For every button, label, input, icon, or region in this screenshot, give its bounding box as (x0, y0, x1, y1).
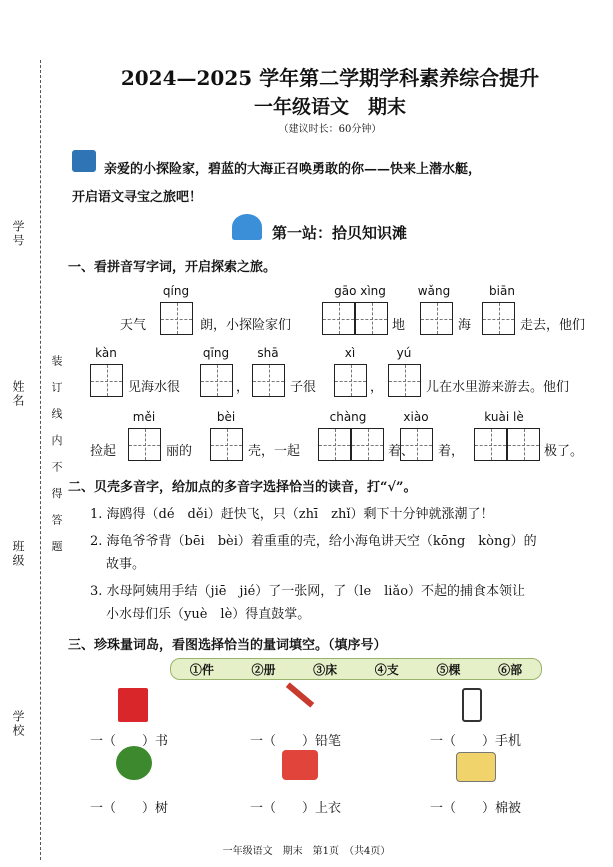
measure-item-shirt[interactable]: 一（ ）上衣 (250, 801, 342, 816)
class-label: 班级 (11, 540, 25, 568)
option: ⑤棵 (436, 662, 461, 677)
q2-item-2b: 故事。 (106, 557, 146, 572)
measure-item-phone[interactable]: 一（ ）手机 (430, 734, 522, 749)
text: 海 (458, 318, 472, 333)
option: ④支 (374, 662, 399, 677)
text: 着， (438, 444, 465, 459)
text: 天气 (120, 318, 147, 333)
answer-box[interactable] (420, 302, 453, 335)
wave-icon (72, 150, 96, 172)
pinyin: xiào (403, 410, 429, 424)
page-footer: 一年级语文 期末 第1页 （共4页） (222, 846, 391, 857)
pencil-icon (286, 682, 314, 707)
measure-word-options (170, 658, 542, 680)
answer-box[interactable] (400, 428, 433, 461)
shirt-icon (282, 750, 318, 780)
answer-box[interactable] (210, 428, 243, 461)
text: ， (370, 380, 384, 395)
q3-heading: 三、珍珠量词岛，看图选择恰当的量词填空。（填序号） (68, 638, 387, 653)
text: 地 (392, 318, 406, 333)
q2-heading: 二、贝壳多音字，给加点的多音字选择恰当的读音，打“√”。 (68, 480, 417, 495)
answer-box[interactable] (252, 364, 285, 397)
pinyin: qíng (162, 284, 190, 298)
measure-item-tree[interactable]: 一（ ）树 (90, 801, 169, 816)
exam-subtitle: 一年级语文 期末 (253, 96, 406, 118)
text: 壳，一起 (248, 444, 301, 459)
measure-item-book[interactable]: 一（ ）书 (90, 734, 169, 749)
pinyin: gāo xìng (334, 284, 386, 298)
binding-line (40, 60, 41, 860)
text: 着、 (388, 444, 415, 459)
measure-item-pencil[interactable]: 一（ ）铅笔 (250, 734, 342, 749)
answer-box[interactable] (128, 428, 161, 461)
intro-line-1: 亲爱的小探险家，碧蓝的大海正召唤勇敢的你——快来上潜水艇， (104, 162, 482, 177)
answer-box[interactable] (388, 364, 421, 397)
answer-box[interactable] (482, 302, 515, 335)
pinyin: xì (344, 346, 356, 360)
q2-item-3b: 小水母们乐（yuè lè）得直鼓掌。 (106, 607, 311, 622)
answer-box[interactable] (322, 302, 355, 335)
pinyin: bèi (216, 410, 236, 424)
q2-item-1: 1. 海鸥得（dé děi）赶快飞，只（zhī zhǐ）剩下十分钟就涨潮了！ (90, 507, 494, 522)
tree-icon (116, 746, 152, 780)
q2-item-3a: 3. 水母阿姨用手结（jiē jié）了一张网，了（le liǎo）不起的捕食本领让 (90, 584, 526, 599)
exam-title: 2024—2025 学年第二学期学科素养综合提升 (120, 66, 540, 90)
pinyin: chàng (329, 410, 367, 424)
answer-box[interactable] (200, 364, 233, 397)
time-suggestion: （建议时长：60分钟） (278, 124, 382, 135)
option: ②册 (251, 662, 276, 677)
option: ①件 (189, 662, 214, 677)
option: ⑥部 (498, 662, 523, 677)
student-id-label: 学号 (11, 220, 25, 248)
text: ， (236, 380, 250, 395)
text: 子很 (290, 380, 317, 395)
q2-item-2a: 2. 海龟爷爷背（bēi bèi）着重重的壳，给小海龟讲天空（kōng kòng）的 (90, 534, 537, 549)
answer-box[interactable] (160, 302, 193, 335)
measure-item-quilt[interactable]: 一（ ）棉被 (430, 801, 522, 816)
pinyin: měi (132, 410, 156, 424)
text: 儿在水里游来游去。他们 (426, 380, 570, 395)
pinyin: yú (396, 346, 412, 360)
text: 见海水很 (128, 380, 181, 395)
answer-box[interactable] (318, 428, 351, 461)
book-icon (118, 688, 148, 722)
pinyin: biān (489, 284, 515, 298)
pinyin: shā (257, 346, 279, 360)
text: 走去，他们 (520, 318, 586, 333)
answer-box[interactable] (507, 428, 540, 461)
station-title: 第一站：拾贝知识滩 (272, 224, 408, 242)
pinyin: kuài lè (484, 410, 524, 424)
pinyin: qīng (202, 346, 230, 360)
q1-heading: 一、看拼音写字词，开启探索之旅。 (68, 260, 277, 275)
binding-warning: 装 订 线 内 不 得 答 题 (50, 355, 63, 558)
intro-line-2: 开启语文寻宝之旅吧！ (72, 190, 203, 205)
pinyin: wǎng (417, 284, 451, 298)
quilt-icon (456, 752, 496, 782)
school-label: 学校 (11, 710, 25, 738)
answer-box[interactable] (355, 302, 388, 335)
phone-icon (462, 688, 482, 722)
answer-box[interactable] (334, 364, 367, 397)
option: ③床 (313, 662, 338, 677)
text: 丽的 (166, 444, 193, 459)
answer-box[interactable] (351, 428, 384, 461)
text: 极了。 (544, 444, 584, 459)
answer-box[interactable] (474, 428, 507, 461)
text: 朗，小探险家们 (200, 318, 292, 333)
answer-box[interactable] (90, 364, 123, 397)
name-label: 姓名 (11, 380, 25, 408)
text: 捡起 (90, 444, 117, 459)
pinyin: kàn (95, 346, 117, 360)
shell-icon (232, 214, 262, 240)
